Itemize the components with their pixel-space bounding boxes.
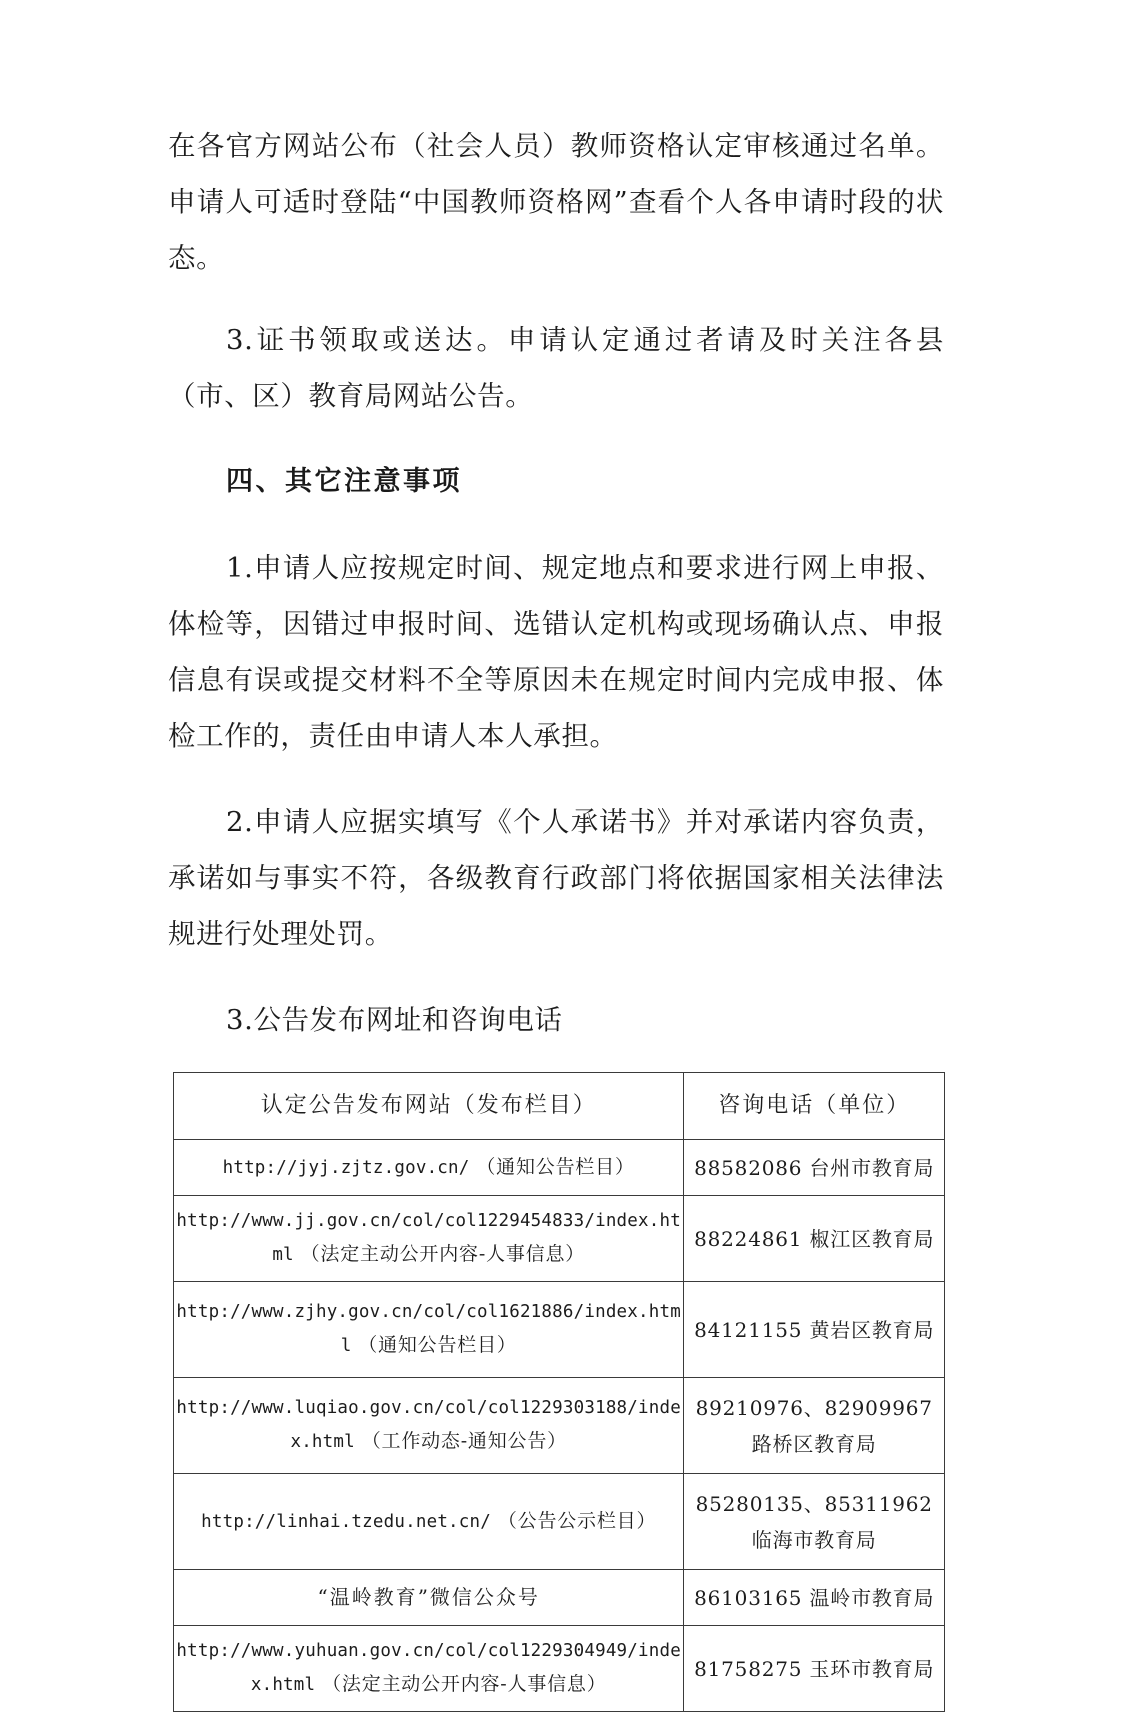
phone-line-primary: 89210976、82909967 [695, 1395, 933, 1420]
column-header-website: 认定公告发布网站（发布栏目） [174, 1073, 684, 1140]
spacer [168, 510, 944, 540]
website-url[interactable]: http://www.zjhy.gov.cn/col/col1621886/index.html [176, 1302, 681, 1356]
table-heading: 3.公告发布网址和咨询电话 [226, 1004, 563, 1036]
phone-line-primary: 88224861 椒江区教育局 [694, 1226, 935, 1251]
paragraph-continuation: 在各官方网站公布（社会人员）教师资格认定审核通过名单。申请人可适时登陆“中国教师资格网”查看个人各申请时段的状态。 [168, 130, 944, 274]
contact-table [173, 1072, 945, 1712]
document-content [168, 118, 944, 1712]
cell-phone [684, 1282, 945, 1378]
phone-line-secondary: 路桥区教育局 [751, 1431, 877, 1456]
spacer [168, 962, 944, 992]
paragraph-item-3: 3.证书领取或送达。申请认定通过者请及时关注各县（市、区）教育局网站公告。 [168, 324, 944, 412]
cell-website [174, 1282, 684, 1378]
website-column-note: （法定主动公开内容-人事信息） [293, 1243, 586, 1265]
website-url[interactable]: http://linhai.tzedu.net.cn/ [201, 1511, 491, 1532]
phone-line-primary: 84121155 黄岩区教育局 [694, 1317, 935, 1342]
cell-phone [684, 1474, 945, 1570]
website-column-note: （公告公示栏目） [491, 1509, 657, 1532]
website-url[interactable]: http://www.yuhuan.gov.cn/col/col1229304949/index.html [176, 1641, 681, 1695]
website-url[interactable]: http://www.luqiao.gov.cn/col/col1229303188/index.html [176, 1398, 681, 1452]
website-column-note: （通知公告栏目） [351, 1334, 517, 1356]
cell-website [174, 1474, 684, 1570]
spacer [168, 286, 944, 312]
phone-line-primary: 85280135、85311962 [695, 1491, 933, 1516]
phone-line-primary: 81758275 玉环市教育局 [694, 1656, 935, 1681]
cell-phone [684, 1140, 945, 1196]
spacer [168, 764, 944, 794]
website-column-note: （通知公告栏目） [469, 1155, 635, 1178]
website-column-note: （工作动态-通知公告） [354, 1430, 567, 1452]
table-row [174, 1378, 945, 1474]
website-url[interactable]: http://www.jj.gov.cn/col/col1229454833/index.html [176, 1211, 681, 1265]
note-item-2: 2.申请人应据实填写《个人承诺书》并对承诺内容负责，承诺如与事实不符，各级教育行政部门将依据国家相关法律法规进行处理处罚。 [168, 806, 944, 950]
column-header-phone: 咨询电话（单位） [684, 1073, 945, 1140]
table-header-row [174, 1073, 945, 1140]
phone-line-secondary: 临海市教育局 [751, 1527, 877, 1552]
table-row [174, 1282, 945, 1378]
section-heading-four: 四、其它注意事项 [226, 466, 462, 497]
table-body [174, 1140, 945, 1712]
website-column-note: （法定主动公开内容-人事信息） [315, 1673, 607, 1695]
cell-website [174, 1196, 684, 1282]
cell-phone [684, 1196, 945, 1282]
cell-website [174, 1626, 684, 1712]
phone-line-primary: 88582086 台州市教育局 [694, 1155, 935, 1180]
cell-phone [684, 1626, 945, 1712]
cell-phone [684, 1570, 945, 1626]
spacer [168, 424, 944, 454]
table-row [174, 1474, 945, 1570]
cell-phone [684, 1378, 945, 1474]
table-row [174, 1570, 945, 1626]
cell-website: “温岭教育”微信公众号 [174, 1570, 684, 1626]
cell-website [174, 1378, 684, 1474]
table-row [174, 1626, 945, 1712]
note-item-1: 1.申请人应按规定时间、规定地点和要求进行网上申报、体检等，因错过申报时间、选错认定机构或现场确认点、申报信息有误或提交材料不全等原因未在规定时间内完成申报、体检工作的，责任由申请人本人承担。 [168, 552, 944, 752]
phone-line-primary: 86103165 温岭市教育局 [694, 1585, 935, 1610]
website-url[interactable]: http://jyj.zjtz.gov.cn/ [222, 1157, 470, 1178]
contact-table-wrapper [173, 1072, 944, 1712]
cell-website [174, 1140, 684, 1196]
table-row [174, 1196, 945, 1282]
table-row [174, 1140, 945, 1196]
